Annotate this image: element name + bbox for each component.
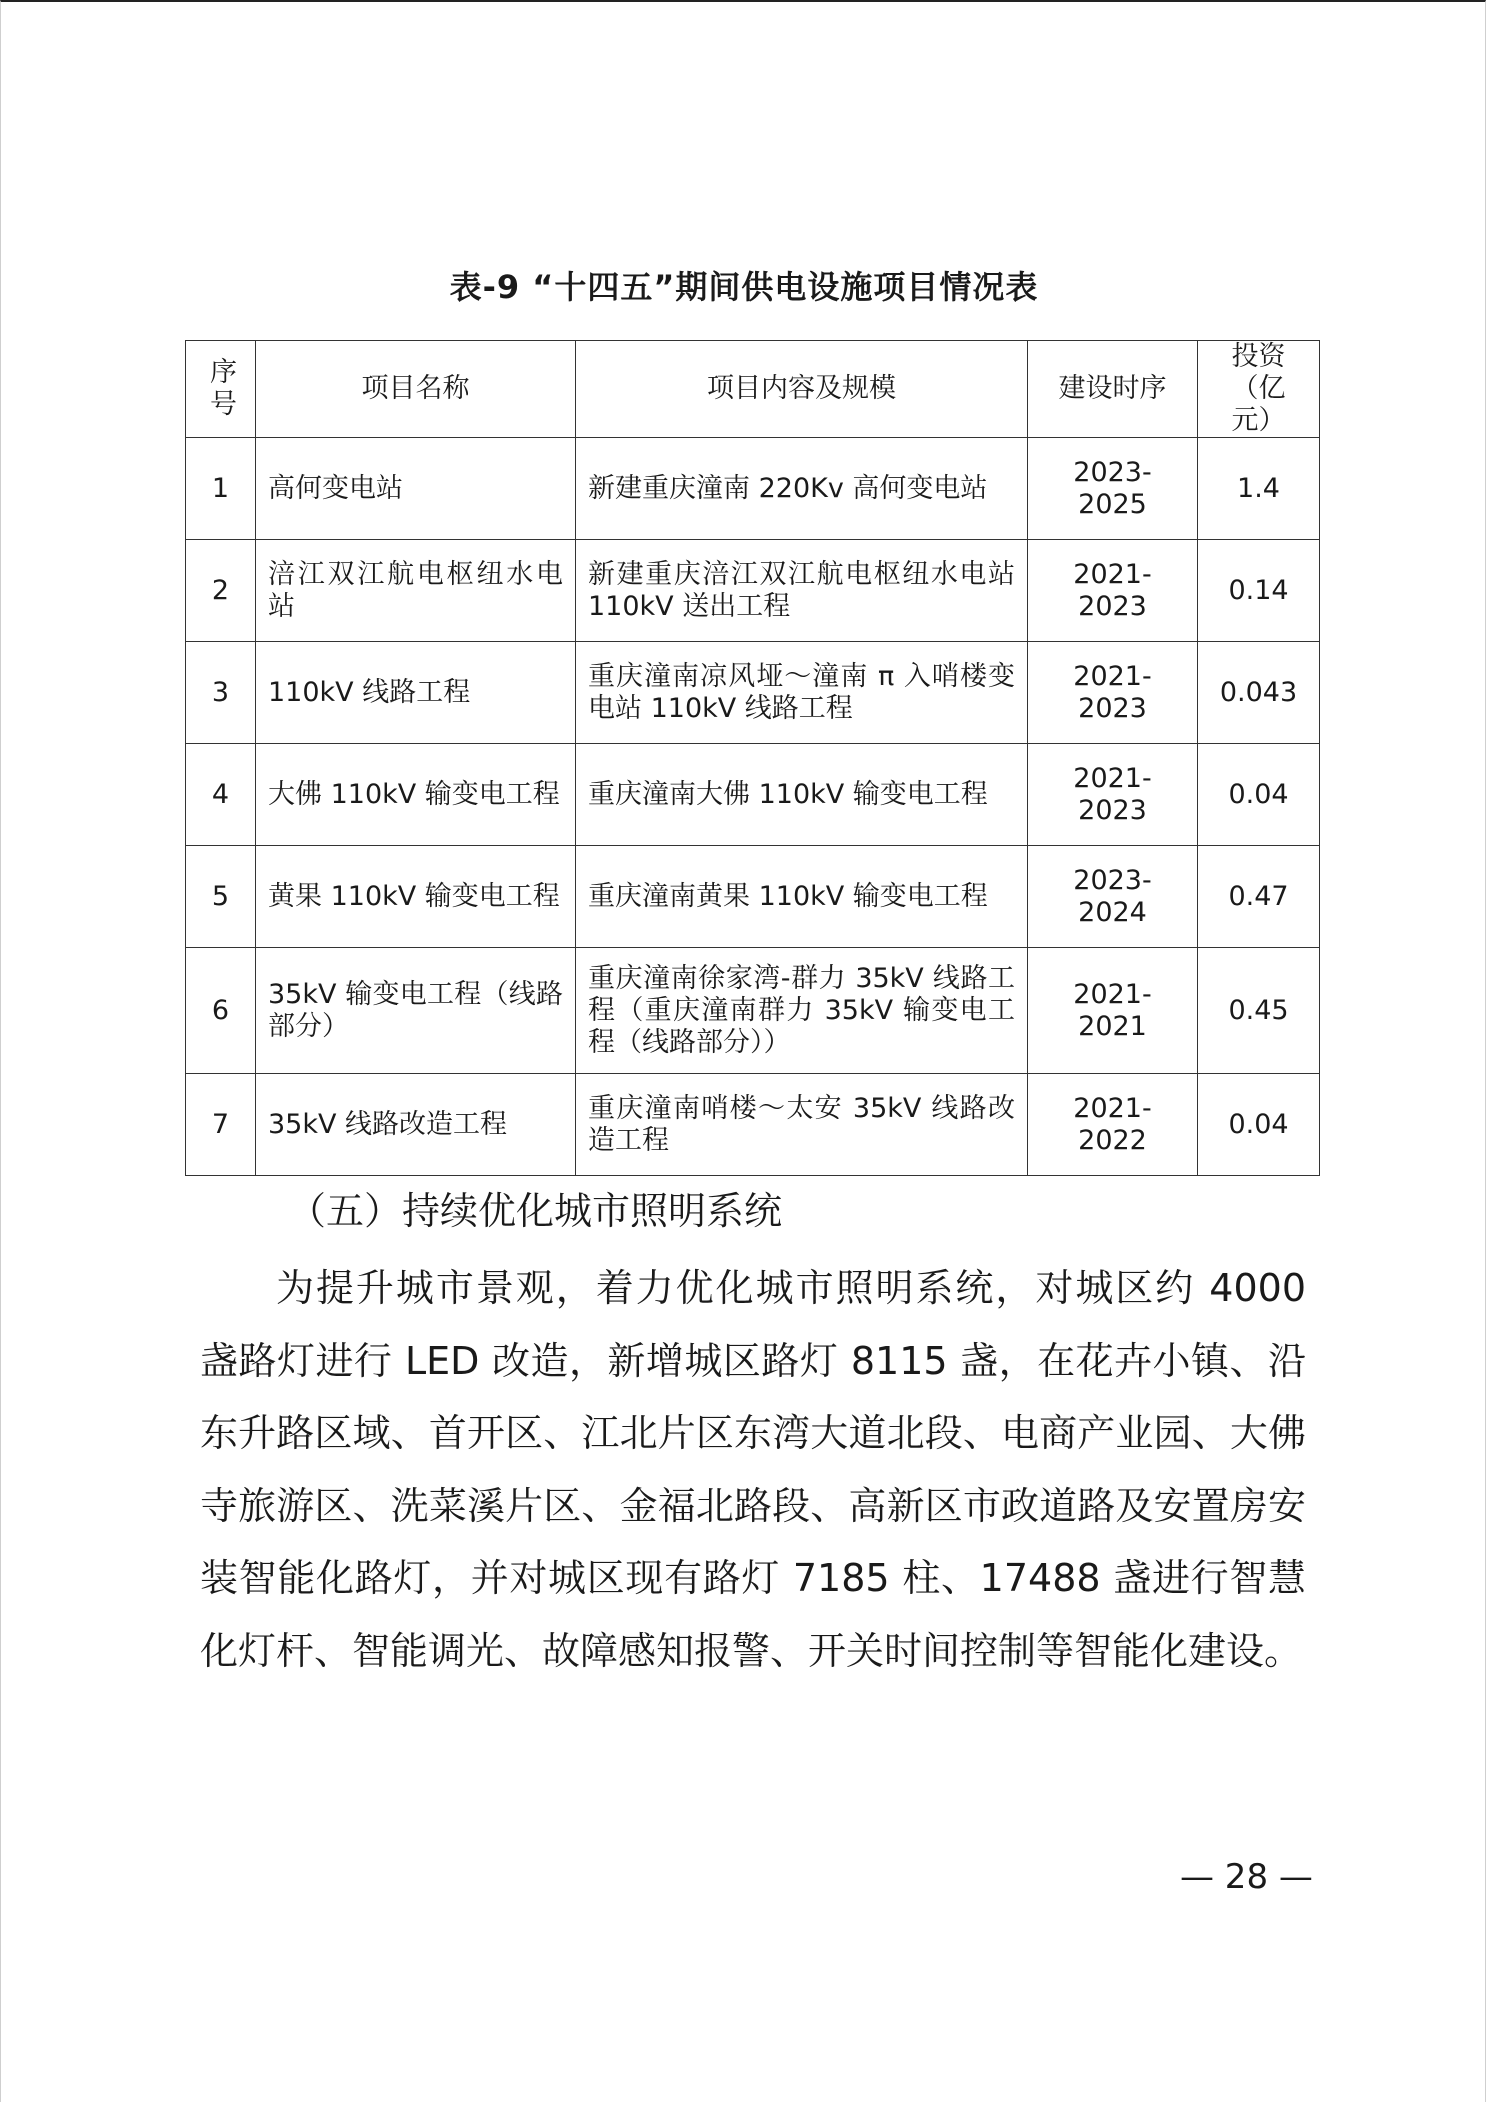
cell-content: 重庆潼南黄果 110kV 输变电工程: [576, 846, 1028, 948]
header-index: 序号: [186, 341, 256, 438]
table-row: [186, 438, 1320, 540]
supply-facility-table: [185, 340, 1320, 1176]
cell-period: 2021-2023: [1028, 642, 1198, 744]
cell-investment: 0.14: [1198, 540, 1320, 642]
cell-content: 新建重庆潼南 220Kv 高何变电站: [576, 438, 1028, 540]
header-name: 项目名称: [256, 341, 576, 438]
header-content: 项目内容及规模: [576, 341, 1028, 438]
table-row: [186, 540, 1320, 642]
cell-index: 4: [186, 744, 256, 846]
cell-period: 2023-2025: [1028, 438, 1198, 540]
cell-content: 重庆潼南大佛 110kV 输变电工程: [576, 744, 1028, 846]
table-row: [186, 642, 1320, 744]
table-row: [186, 1074, 1320, 1176]
cell-index: 3: [186, 642, 256, 744]
cell-name: 黄果 110kV 输变电工程: [256, 846, 576, 948]
cell-index: 1: [186, 438, 256, 540]
cell-name: 35kV 线路改造工程: [256, 1074, 576, 1176]
table-title: 表-9 “十四五”期间供电设施项目情况表: [449, 268, 1039, 306]
cell-index: 5: [186, 846, 256, 948]
cell-content: 新建重庆涪江双江航电枢纽水电站 110kV 送出工程: [576, 540, 1028, 642]
cell-name: 涪江双江航电枢纽水电站: [256, 540, 576, 642]
cell-period: 2021-2022: [1028, 1074, 1198, 1176]
cell-investment: 0.47: [1198, 846, 1320, 948]
cell-investment: 1.4: [1198, 438, 1320, 540]
cell-index: 2: [186, 540, 256, 642]
table-row: [186, 744, 1320, 846]
section-heading: （五）持续优化城市照明系统: [288, 1189, 783, 1233]
header-investment: 投资（亿元）: [1198, 341, 1320, 438]
cell-name: 35kV 输变电工程（线路部分）: [256, 948, 576, 1074]
page-number: — 28 —: [1180, 1857, 1313, 1897]
body-paragraph: 为提升城市景观，着力优化城市照明系统，对城区约 4000 盏路灯进行 LED 改造，新增城区路灯 8115 盏，在花卉小镇、沿东升路区域、首开区、江北片区东湾大道北段、电商产业园、大佛寺旅游区、洗菜溪片区、金福北路段、高新区市政道路及安置房安装智能化路灯，并对城区现有路灯 7185 柱、17488 盏进行智慧化灯杆、智能调光、故障感知报警、开关时间控制等智能化建设。: [200, 1266, 1306, 1673]
cell-content: 重庆潼南徐家湾-群力 35kV 线路工程（重庆潼南群力 35kV 输变电工程（线路部分））: [576, 948, 1028, 1074]
cell-period: 2023-2024: [1028, 846, 1198, 948]
cell-index: 6: [186, 948, 256, 1074]
cell-name: 大佛 110kV 输变电工程: [256, 744, 576, 846]
cell-period: 2021-2023: [1028, 540, 1198, 642]
cell-investment: 0.043: [1198, 642, 1320, 744]
cell-period: 2021-2023: [1028, 744, 1198, 846]
header-period: 建设时序: [1028, 341, 1198, 438]
table-header-row: [186, 341, 1320, 438]
cell-investment: 0.45: [1198, 948, 1320, 1074]
cell-investment: 0.04: [1198, 744, 1320, 846]
cell-investment: 0.04: [1198, 1074, 1320, 1176]
cell-content: 重庆潼南凉风垭～潼南 π 入哨楼变电站 110kV 线路工程: [576, 642, 1028, 744]
cell-content: 重庆潼南哨楼～太安 35kV 线路改造工程: [576, 1074, 1028, 1176]
cell-name: 高何变电站: [256, 438, 576, 540]
cell-period: 2021-2021: [1028, 948, 1198, 1074]
table-row: [186, 846, 1320, 948]
cell-index: 7: [186, 1074, 256, 1176]
table-row: [186, 948, 1320, 1074]
cell-name: 110kV 线路工程: [256, 642, 576, 744]
